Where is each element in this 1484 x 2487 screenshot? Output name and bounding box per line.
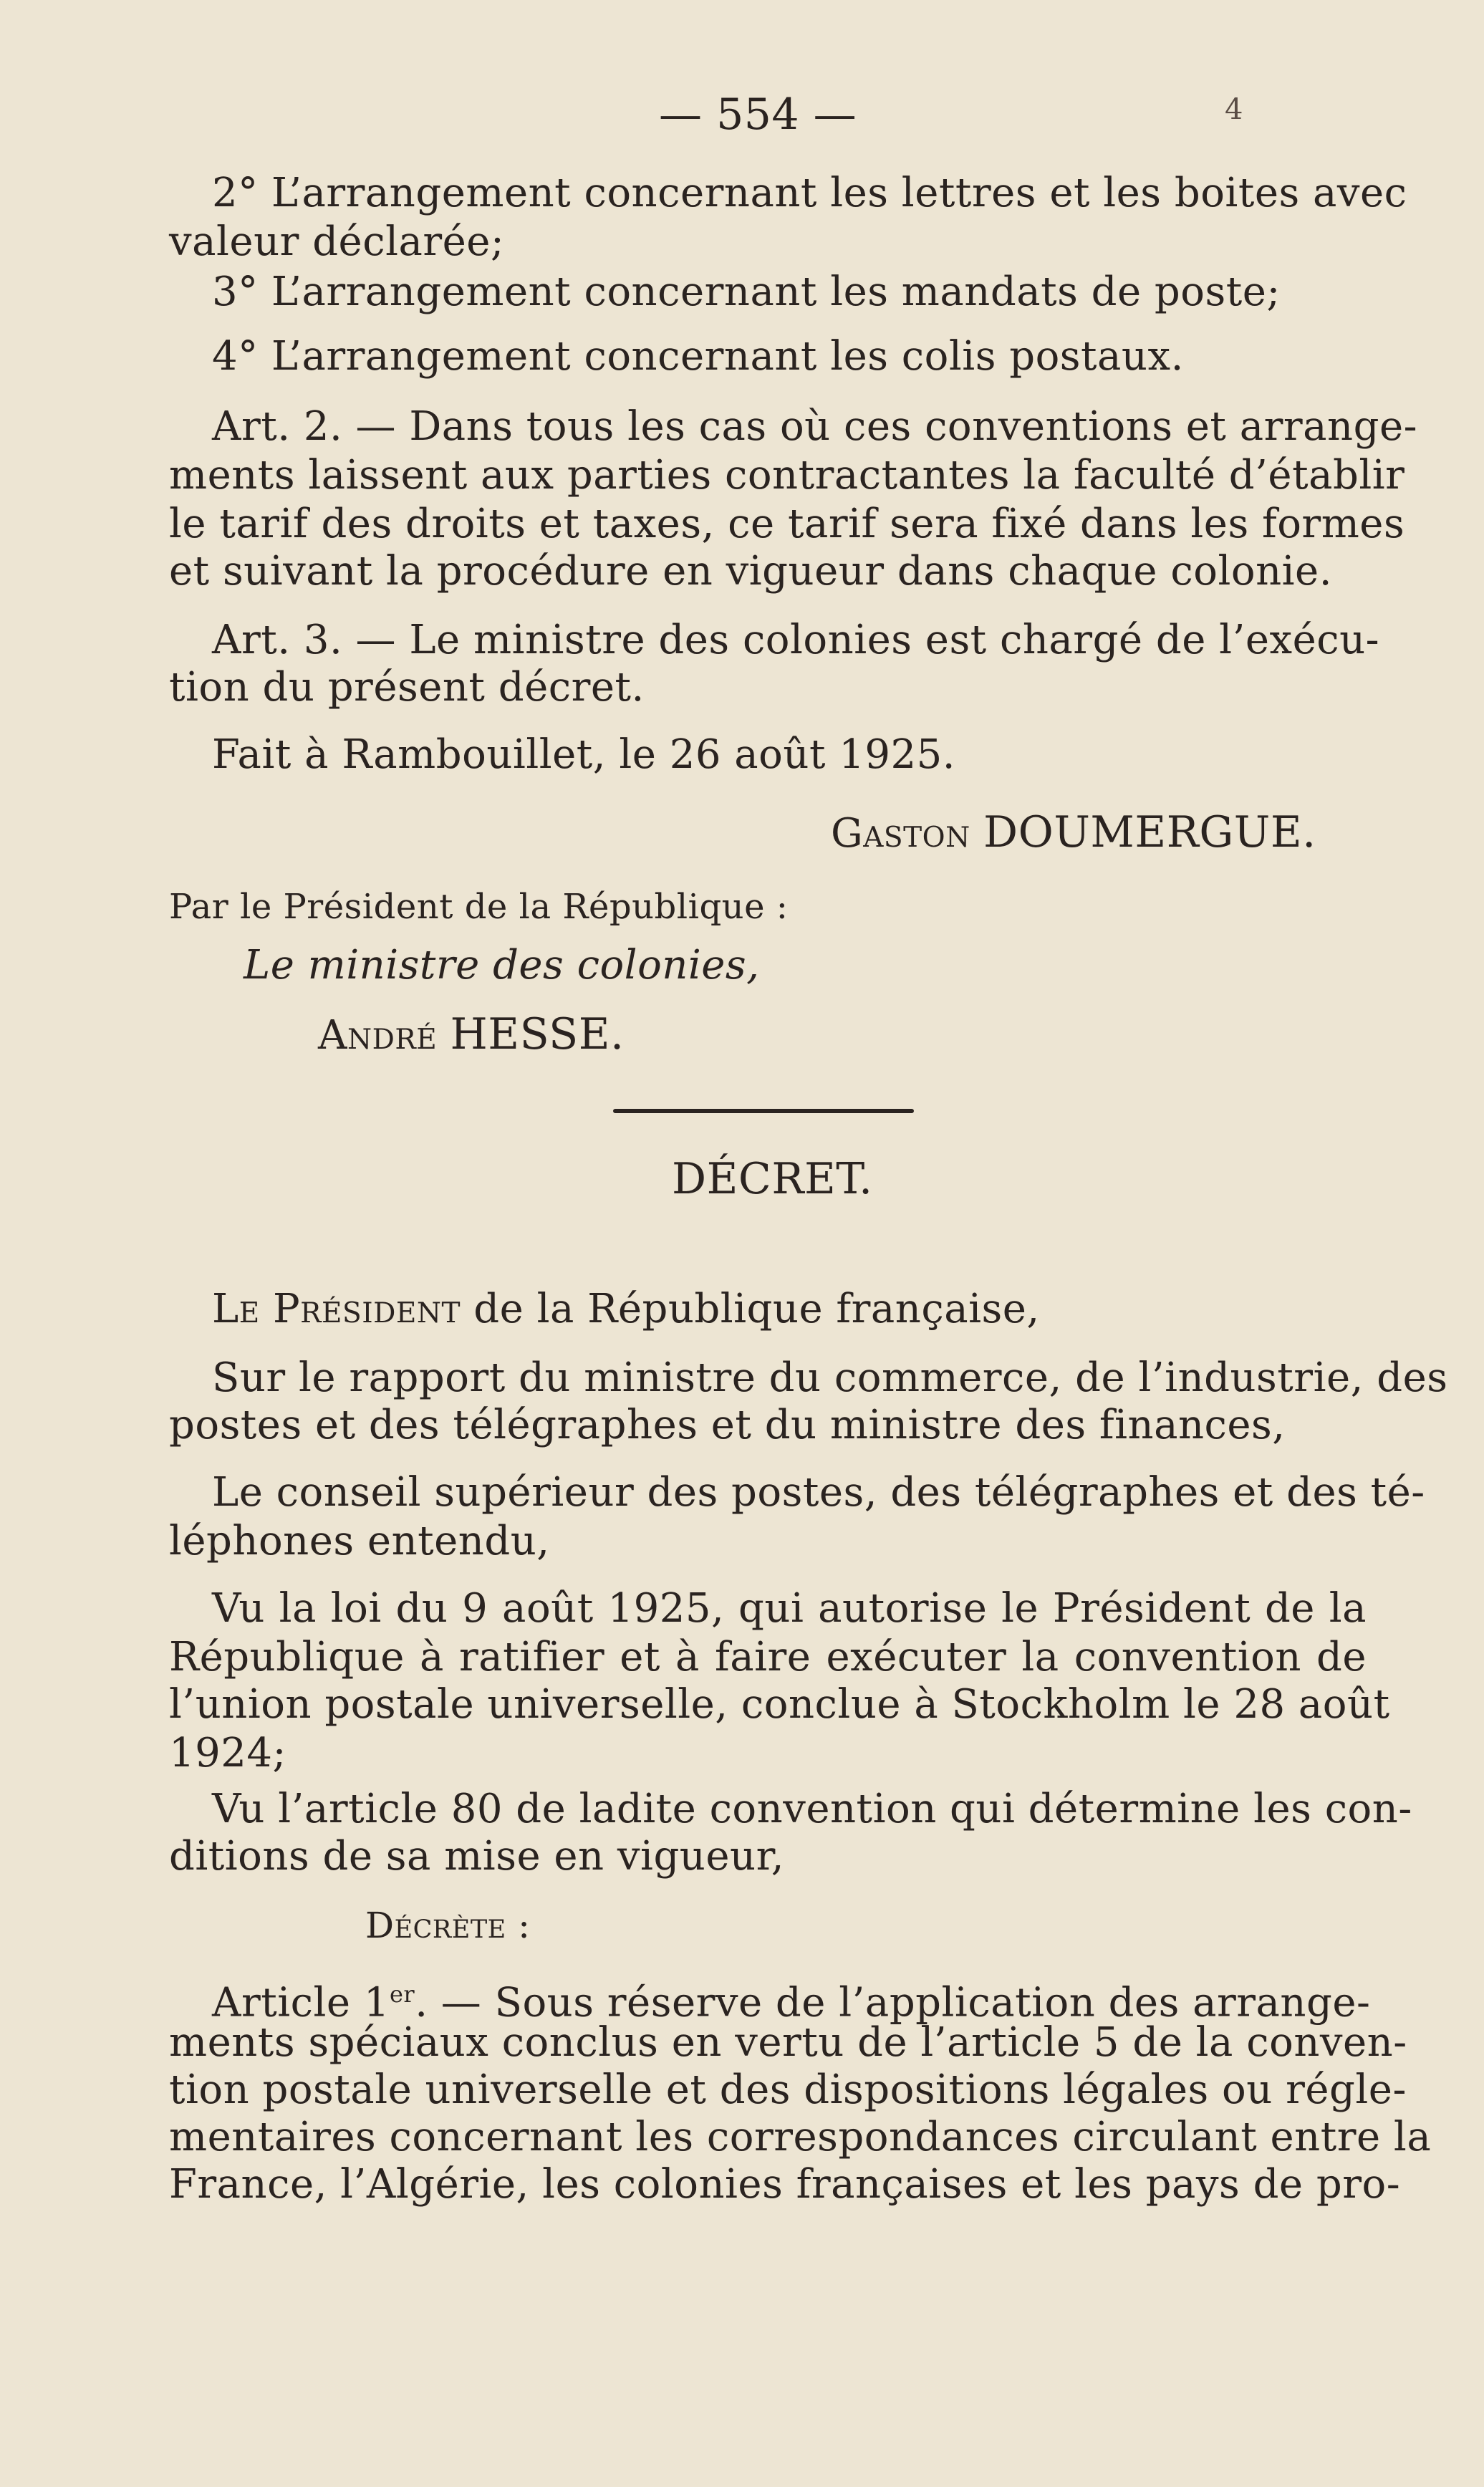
rapport-line-1: Sur le rapport du ministre du commerce, de l’industrie, des [212,1355,1448,1401]
signature [831,809,1316,857]
countersign-by-line: Par le Président de la République : [169,887,789,927]
item-2-line-2: valeur déclarée; [169,218,505,265]
countersign-first-name: André [318,1012,438,1059]
article1-line-2: ments spéciaux conclus en vertu de l’article 5 de la conven- [169,2019,1407,2066]
art2-line-3: le tarif des droits et taxes, ce tarif sera fixé dans les formes [169,501,1405,547]
countersign-name [318,1011,625,1059]
decree-title: DÉCRET. [672,1154,873,1204]
section-divider [613,1109,914,1113]
loi-line-2: République à ratifier et à faire exécuter la convention de [169,1634,1367,1680]
preamble-president [212,1286,1040,1332]
article1-line-4: mentaires concernant les correspondances circulant entre la [169,2114,1432,2160]
president-label: Le Président [212,1286,461,1332]
signature-first-name: Gaston [831,810,970,857]
item-3: 3° L’arrangement concernant les mandats de poste; [212,269,1281,315]
rapport-line-2: postes et des télégraphes et du ministre des finances, [169,1402,1286,1448]
conseil-line-1: Le conseil supérieur des postes, des télégraphes et des té- [212,1469,1425,1516]
page-number: — 554 — [659,90,857,140]
article80-line-1: Vu l’article 80 de ladite convention qui détermine les con- [212,1786,1412,1832]
decrete-heading: Décrète : [365,1905,531,1946]
article1-line-3: tion postale universelle et des dispositions légales ou régle- [169,2067,1407,2113]
article1-line-1 [212,1971,1371,2026]
art2-line-1: Art. 2. — Dans tous les cas où ces conventions et arrange- [212,403,1418,450]
art2-line-4: et suivant la procédure en vigueur dans chaque colonie. [169,548,1332,595]
article1-line-5: France, l’Algérie, les colonies françaises et les pays de pro- [169,2161,1401,2208]
conseil-line-2: léphones entendu, [169,1518,550,1564]
art2-line-2: ments laissent aux parties contractantes la faculté d’établir [169,452,1405,499]
item-4: 4° L’arrangement concernant les colis postaux. [212,333,1184,380]
article80-line-2: ditions de sa mise en vigueur, [169,1833,784,1880]
corner-mark: 4 [1225,93,1243,126]
loi-line-3: l’union postale universelle, conclue à Stockholm le 28 août [169,1681,1390,1728]
countersign-title: Le ministre des colonies, [244,942,760,988]
article1-first-rest: . — Sous réserve de l’application des arrange- [415,1979,1371,2026]
art3-line-2: tion du présent décret. [169,664,645,711]
item-2-line-1: 2° L’arrangement concernant les lettres et les boites avec [212,170,1407,216]
signature-last-name: DOUMERGUE. [983,807,1316,857]
article1-prefix: Article 1 [212,1979,390,2026]
president-rest: de la République française, [460,1286,1040,1332]
place-date: Fait à Rambouillet, le 26 août 1925. [212,731,956,778]
loi-line-4: 1924; [169,1730,286,1776]
art3-line-1: Art. 3. — Le ministre des colonies est chargé de l’exécu- [212,617,1380,663]
loi-line-1: Vu la loi du 9 août 1925, qui autorise le Président de la [212,1585,1367,1632]
countersign-last-name: HESSE. [450,1009,625,1059]
article1-sup: er [389,1981,415,2008]
